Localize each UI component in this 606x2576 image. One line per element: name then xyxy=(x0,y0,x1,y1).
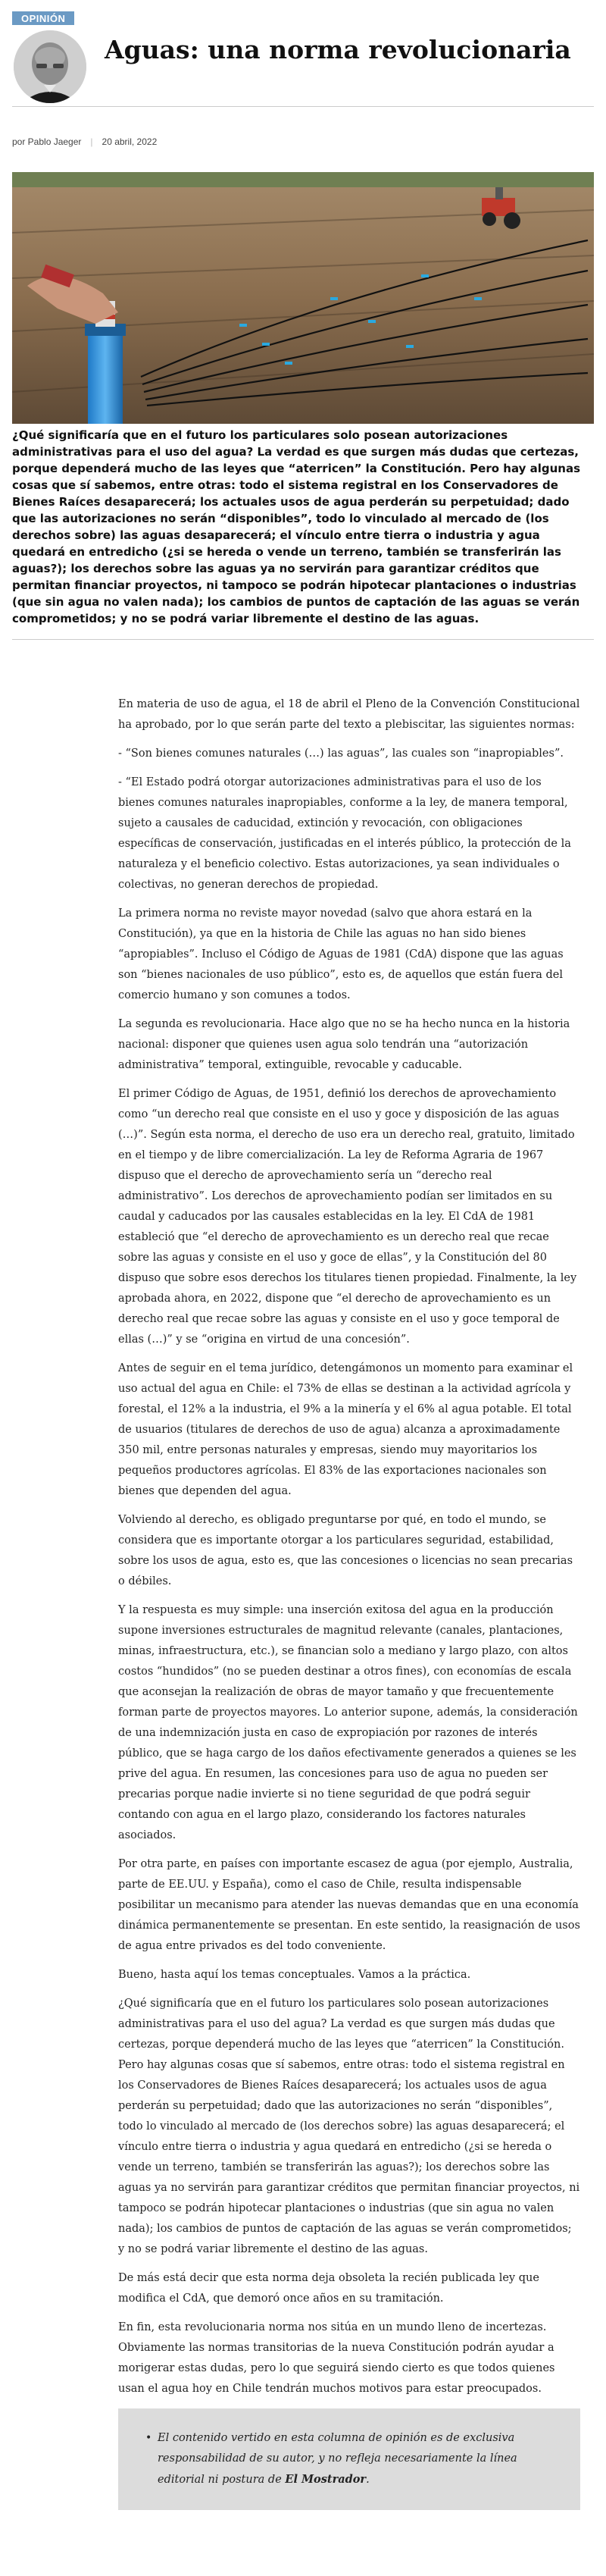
body-paragraph: Por otra parte, en países con importante escasez de agua (por ejemplo, Australia, parte de EE.UU. y España), como el caso de Chile, resulta indispensable posibilitar un mecanismo para atender las nuevas demandas que en una economía dinámica permanentemente se presentan. En este sentido, la reasignación de usos de agua entre privados es del todo conveniente. xyxy=(118,1858,580,1952)
article-headline: Aguas: una norma revolucionaria xyxy=(105,35,571,64)
body-paragraph: La segunda es revolucionaria. Hace algo que no se ha hecho nunca en la historia nacional: disponer que quienes usen agua solo tendrán una “autorización administrativa” temporal, extinguible, revocable y caducable. xyxy=(118,1018,570,1071)
disclaimer-text xyxy=(158,2428,553,2490)
quoted-norm: - “El Estado podrá otorgar autorizaciones administrativas para el uso de los bienes comunes naturales inapropiables, conforme a la ley, de manera temporal, sujeto a causales de caducidad, extinción y revocación, con obligaciones específicas de conservación, justificadas en el interés público, la protección de la naturaleza y el beneficio colectivo. Estas autorizaciones, ya sean individuales o colectivas, no generan derechos de propiedad. xyxy=(118,776,571,891)
body-paragraph: En materia de uso de agua, el 18 de abril el Pleno de la Convención Constitucional ha aprobado, por lo que serán parte del texto a plebiscitar, las siguientes normas: xyxy=(118,698,580,731)
body-paragraph: De más está decir que esta norma deja obsoleta la recién publicada ley que modifica el CdA, que demoró once años en su tramitación. xyxy=(118,2272,539,2305)
article-body xyxy=(118,694,580,2399)
hero-image xyxy=(12,172,594,424)
body-paragraph: Y la respuesta es muy simple: una inserción exitosa del agua en la producción supone inversiones estructurales de magnitud relevante (canales, plantaciones, minas, infraestructura, etc.), se financian solo a mediano y largo plazo, con altos costos “hundidos” (no se pueden destinar a otros fines), con economías de escala que aconsejan la realización de obras de mayor tamaño y que frecuentemente forman parte de proyectos mayores. Lo anterior supone, además, la consideración de una indemnización justa en caso de expropiación por razones de interés público, que se haga cargo de los daños efectivamente generados a quienes se les prive del agua. En resumen, las concesiones para uso de agua no pueden ser precarias porque nadie invierte si no tiene seguridad de que podrá seguir contando con agua en el largo plazo, considerando los factores naturales asociados. xyxy=(118,1604,578,1841)
quoted-norm: - “Son bienes comunes naturales (…) las aguas”, las cuales son “inapropiables”. xyxy=(118,747,564,760)
header-divider xyxy=(12,106,594,107)
byline-separator: | xyxy=(90,136,93,147)
disclaimer-end: . xyxy=(366,2474,370,2486)
article-header xyxy=(0,0,606,106)
author-avatar[interactable] xyxy=(14,30,86,103)
body-paragraph: La primera norma no reviste mayor novedad (salvo que ahora estará en la Constitución), ya que en la historia de Chile las aguas no han sido bienes “apropiables”. Incluso el Código de Aguas de 1981 (CdA) dispone que las aguas son “bienes nacionales de uso público”, esto es, de aquellos que están fuera del comercio humano y son comunes a todos. xyxy=(118,907,564,1001)
body-paragraph: Bueno, hasta aquí los temas conceptuales. Vamos a la práctica. xyxy=(118,1969,471,1981)
body-paragraph: En fin, esta revolucionaria norma nos sitúa en un mundo lleno de incertezas. Obviamente las normas transitorias de la nueva Constitución podrán ayudar a morigerar estas dudas, pero lo que seguirá siendo cierto es que todos quienes usan el agua hoy en Chile tendrán muchos motivos para estar preocupados. xyxy=(118,2321,555,2395)
disclaimer-bullet: • xyxy=(145,2432,152,2444)
outlet-name: El Mostrador xyxy=(285,2473,367,2486)
author-link[interactable]: por Pablo Jaeger xyxy=(12,136,82,147)
author-portrait-image xyxy=(14,30,86,103)
irrigation-photo xyxy=(12,172,594,424)
body-paragraph: El primer Código de Aguas, de 1951, definió los derechos de aprovechamiento como “un derecho real que consiste en el uso y goce y disposición de las aguas (…)”. Según esta norma, el derecho de uso era un derecho real, gratuito, limitado en el tiempo y de libre comercialización. La ley de Reforma Agraria de 1967 dispuso que el derecho de aprovechamiento sería un “derecho real administrativo”. Los derechos de aprovechamiento podían ser limitados en su caudal y caducados por las causales establecidas en la ley. El CdA de 1981 estableció que “el derecho de aprovechamiento es un derecho real que recae sobre las aguas y consiste en el uso y goce de ellas”, y la Constitución del 80 dispuso que sobre esos derechos los titulares tienen propiedad. Finalmente, la ley aprobada ahora, en 2022, dispone que “el derecho de aprovechamiento es un derecho real que recae sobre las aguas y consiste en el uso y goce temporal de ellas (…)” y se “origina en virtud de una concesión”. xyxy=(118,1088,577,1346)
article-lead: ¿Qué significaría que en el futuro los particulares solo posean autorizaciones administrativas para el uso del agua? La verdad es que surgen más dudas que certezas, porque dependerá mucho de las leyes que “aterricen” la Constitución. Pero hay algunas cosas que sí sabemos, entre otras: todo el sistema registral en los Conservadores de Bienes Raíces desaparecerá; los actuales usos de agua perderán su perpetuidad; dado que las autorizaciones no serán “disponibles”, todo lo vinculado al mercado de (los derechos sobre) las aguas desaparecerá; el vínculo entre tierra o industria y agua quedará en entredicho (¿si se hereda o vende un terreno, también se transferirán las aguas?); los derechos sobre las aguas ya no servirán para garantizar créditos que permitan financiar proyectos, ni tampoco se podrán hipotecar plantaciones o industrias (que sin agua no valen nada); los cambios de puntos de captación de las aguas se verán comprometidos; y no se podrá variar libremente el destino de las aguas. xyxy=(12,428,581,625)
lead-divider xyxy=(12,639,594,640)
section-tag[interactable]: OPINIÓN xyxy=(12,11,74,25)
body-paragraph: ¿Qué significaría que en el futuro los particulares solo posean autorizaciones administrativas para el uso del agua? La verdad es que surgen más dudas que certezas, porque dependerá mucho de las leyes que “aterricen” la Constitución. Pero hay algunas cosas que sí sabemos, entre otras: todo el sistema registral en los Conservadores de Bienes Raíces desaparecerá; los actuales usos de agua perderán su perpetuidad; dado que las autorizaciones no serán “disponibles”, todo lo vinculado al mercado de (los derechos sobre) las aguas desaparecerá; el vínculo entre tierra o industria y agua quedará en entredicho (¿si se hereda o vende un terreno, también se transferirán las aguas?); los derechos sobre las aguas ya no servirán para garantizar créditos que permitan financiar proyectos, ni tampoco se podrán hipotecar plantaciones o industrias (que sin agua no valen nada); los cambios de puntos de captación de las aguas se verán comprometidos; y no se podrá variar libremente el destino de las aguas. xyxy=(118,1998,580,2255)
publish-date: 20 abril, 2022 xyxy=(102,136,158,147)
opinion-disclaimer xyxy=(118,2408,580,2510)
body-paragraph: Antes de seguir en el tema jurídico, detengámonos un momento para examinar el uso actual del agua en Chile: el 73% de ellas se destinan a la actividad agrícola y forestal, el 12% a la industria, el 9% a la minería y el 6% al agua potable. El total de usuarios (titulares de derechos de uso de agua) alcanza a aproximadamente 350 mil, entre personas naturales y empresas, siendo muy mayoritarios los pequeños productores agrícolas. El 83% de las exportaciones nacionales son bienes que dependen del agua. xyxy=(118,1362,573,1497)
body-paragraph: Volviendo al derecho, es obligado preguntarse por qué, en todo el mundo, se considera que es importante otorgar a los particulares seguridad, estabilidad, sobre los usos de agua, esto es, que las concesiones o licencias no sean precarias o débiles. xyxy=(118,1514,573,1587)
disclaimer-body: El contenido vertido en esta columna de opinión es de exclusiva responsabilidad de su autor, y no refleja necesariamente la línea editorial ni postura de xyxy=(158,2432,517,2486)
byline xyxy=(0,127,606,157)
